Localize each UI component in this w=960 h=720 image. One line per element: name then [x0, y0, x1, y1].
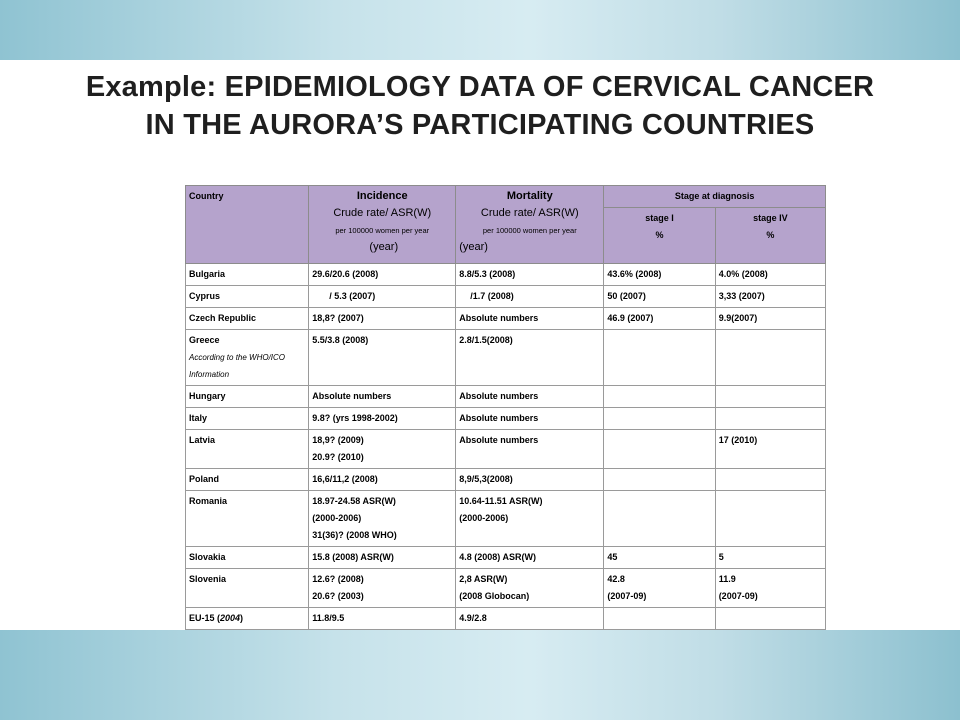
stage4-cell — [715, 308, 825, 330]
mortality-cell — [456, 491, 604, 547]
incidence-cell — [309, 469, 456, 491]
header-mortality-sub: Crude rate/ ASR(W) — [480, 207, 579, 219]
table-row — [186, 608, 826, 630]
country-name: Slovenia — [189, 574, 227, 584]
mortality-cell — [456, 386, 604, 408]
incidence-cell — [309, 386, 456, 408]
stage1-cell — [604, 608, 715, 630]
incidence-cell — [309, 286, 456, 308]
table-row — [186, 408, 826, 430]
country-cell — [186, 264, 309, 286]
country-cell — [186, 608, 309, 630]
header-stage-1 — [604, 208, 715, 264]
mortality-value: Absolute numbers — [459, 313, 539, 323]
mortality-cell — [456, 569, 604, 608]
country-name-year: 2004 — [220, 613, 241, 623]
stage4-cell — [715, 264, 825, 286]
incidence-value: 15.8 (2008) ASR(W) — [312, 552, 394, 562]
country-cell — [186, 286, 309, 308]
stage1-cell — [604, 308, 715, 330]
header-incidence-sub: Crude rate/ ASR(W) — [333, 207, 432, 219]
stage1-cell — [604, 386, 715, 408]
incidence-cell — [309, 430, 456, 469]
stage4-value: 3,33 (2007) — [718, 291, 765, 301]
mortality-value: 8,9/5,3(2008) — [459, 474, 513, 484]
mortality-value: 10.64-11.51 ASR(W) — [459, 496, 543, 506]
title-line-2: IN THE AURORA’S PARTICIPATING COUNTRIES — [145, 109, 815, 141]
mortality-cell — [456, 547, 604, 569]
stage4-cell — [715, 430, 825, 469]
stage1-cell — [604, 469, 715, 491]
mortality-cell — [456, 308, 604, 330]
country-name: Slovakia — [189, 552, 226, 562]
incidence-cell — [309, 547, 456, 569]
country-cell — [186, 430, 309, 469]
header-incidence-year: (year) — [366, 241, 399, 253]
stage4-value: 5 — [718, 552, 724, 562]
mortality-cell — [456, 330, 604, 386]
incidence-value: (2000-2006) — [312, 513, 362, 523]
incidence-value: 18.97-24.58 ASR(W) — [312, 496, 396, 506]
incidence-value: 31(36)? (2008 WHO) — [312, 530, 397, 540]
incidence-value: 29.6/20.6 (2008) — [312, 269, 379, 279]
incidence-value: 18,8? (2007) — [312, 313, 364, 323]
mortality-value: 8.8/5.3 (2008) — [459, 269, 516, 279]
header-mortality-title: Mortality — [506, 190, 553, 202]
table-row — [186, 286, 826, 308]
country-cell — [186, 491, 309, 547]
stage4-cell — [715, 491, 825, 547]
header-stage-4-label: stage IV — [753, 213, 788, 223]
mortality-value: Absolute numbers — [459, 435, 539, 445]
stage4-cell — [715, 408, 825, 430]
mortality-value: Absolute numbers — [459, 413, 539, 423]
mortality-value: 4.9/2.8 — [459, 613, 487, 623]
stage4-value: 11.9 — [718, 574, 736, 584]
mortality-cell — [456, 469, 604, 491]
incidence-value: / 5.3 (2007) — [329, 291, 376, 301]
country-cell — [186, 469, 309, 491]
title-line-1: Example: EPIDEMIOLOGY DATA OF CERVICAL CANCER — [85, 71, 875, 103]
incidence-value: 11.8/9.5 — [312, 613, 345, 623]
stage1-cell — [604, 286, 715, 308]
country-cell — [186, 547, 309, 569]
table-row — [186, 491, 826, 547]
header-incidence — [309, 186, 456, 264]
stage1-cell — [604, 330, 715, 386]
table-row — [186, 469, 826, 491]
mortality-value: 2.8/1.5(2008) — [459, 335, 513, 345]
mortality-cell — [456, 608, 604, 630]
mortality-cell — [456, 264, 604, 286]
table-row — [186, 430, 826, 469]
country-cell — [186, 330, 309, 386]
header-mortality — [456, 186, 604, 264]
incidence-value: 12.6? (2008) — [312, 574, 364, 584]
country-name-suffix: ) — [240, 613, 244, 623]
stage1-value: (2007-09) — [607, 591, 647, 601]
country-name: Hungary — [189, 391, 226, 401]
stage4-value: (2007-09) — [718, 591, 758, 601]
incidence-cell — [309, 330, 456, 386]
header-incidence-unit: per 100000 women per year — [335, 226, 430, 235]
country-note: According to the WHO/ICO Information — [189, 353, 286, 379]
stage4-value: 9.9(2007) — [718, 313, 758, 323]
country-name: Italy — [189, 413, 208, 423]
incidence-cell — [309, 264, 456, 286]
country-name — [189, 613, 243, 623]
incidence-value: 9.8? (yrs 1998-2002) — [312, 413, 398, 423]
stage1-cell — [604, 264, 715, 286]
epidemiology-table — [185, 185, 826, 652]
mortality-cell — [456, 408, 604, 430]
table-row — [186, 264, 826, 286]
country-name: Romania — [189, 496, 228, 506]
incidence-cell — [309, 308, 456, 330]
mortality-value: (2008 Globocan) — [459, 591, 530, 601]
table-row — [186, 308, 826, 330]
stage4-cell — [715, 569, 825, 608]
mortality-value: Absolute numbers — [459, 391, 539, 401]
stage1-cell — [604, 408, 715, 430]
stage1-value: 46.9 (2007) — [607, 313, 654, 323]
incidence-cell — [309, 408, 456, 430]
table-row — [186, 330, 826, 386]
incidence-value: 20.9? (2010) — [312, 452, 364, 462]
incidence-cell — [309, 491, 456, 547]
header-stage-1-unit: % — [655, 230, 664, 240]
incidence-value: Absolute numbers — [312, 391, 392, 401]
header-incidence-title: Incidence — [356, 190, 408, 202]
stage4-cell — [715, 469, 825, 491]
stage1-cell — [604, 569, 715, 608]
country-name: Poland — [189, 474, 220, 484]
stage1-cell — [604, 491, 715, 547]
mortality-cell — [456, 430, 604, 469]
mortality-value: 2,8 ASR(W) — [459, 574, 508, 584]
stage1-cell — [604, 547, 715, 569]
stage1-value: 45 — [607, 552, 618, 562]
incidence-value: 5.5/3.8 (2008) — [312, 335, 369, 345]
header-stage-4-unit: % — [766, 230, 775, 240]
header-mortality-unit: per 100000 women per year — [482, 226, 577, 235]
mortality-value: 4.8 (2008) ASR(W) — [459, 552, 536, 562]
header-stage-1-label: stage I — [645, 213, 674, 223]
header-stage-4 — [715, 208, 825, 264]
country-cell — [186, 308, 309, 330]
incidence-value: 18,9? (2009) — [312, 435, 364, 445]
bottom-decorative-band — [0, 630, 960, 720]
header-mortality-year: (year) — [459, 241, 488, 253]
header-country: Country — [186, 186, 309, 264]
table-row — [186, 569, 826, 608]
stage4-cell — [715, 330, 825, 386]
stage4-cell — [715, 386, 825, 408]
country-name: Greece — [189, 335, 220, 345]
stage1-value: 42.8 — [607, 574, 625, 584]
country-cell — [186, 386, 309, 408]
country-name: Cyprus — [189, 291, 221, 301]
stage4-cell — [715, 547, 825, 569]
country-cell — [186, 569, 309, 608]
country-name: Czech Republic — [189, 313, 257, 323]
stage1-value: 43.6% (2008) — [607, 269, 662, 279]
mortality-value: (2000-2006) — [459, 513, 509, 523]
stage4-value: 4.0% (2008) — [718, 269, 768, 279]
incidence-value: 16,6/11,2 (2008) — [312, 474, 378, 484]
stage4-cell — [715, 608, 825, 630]
stage1-cell — [604, 430, 715, 469]
stage1-value: 50 (2007) — [607, 291, 646, 301]
country-name: Latvia — [189, 435, 216, 445]
mortality-cell — [456, 286, 604, 308]
country-name-prefix: EU-15 ( — [189, 613, 221, 623]
table-row — [186, 547, 826, 569]
country-name: Bulgaria — [189, 269, 226, 279]
stage4-value: 17 (2010) — [718, 435, 758, 445]
incidence-cell — [309, 569, 456, 608]
incidence-cell — [309, 608, 456, 630]
incidence-value: 20.6? (2003) — [312, 591, 364, 601]
mortality-value: /1.7 (2008) — [470, 291, 514, 301]
table-body — [186, 264, 826, 652]
stage4-cell — [715, 286, 825, 308]
header-stage-at-diagnosis: Stage at diagnosis — [604, 186, 826, 208]
table-row — [186, 386, 826, 408]
slide-title — [0, 68, 960, 144]
country-cell — [186, 408, 309, 430]
top-decorative-band — [0, 0, 960, 60]
